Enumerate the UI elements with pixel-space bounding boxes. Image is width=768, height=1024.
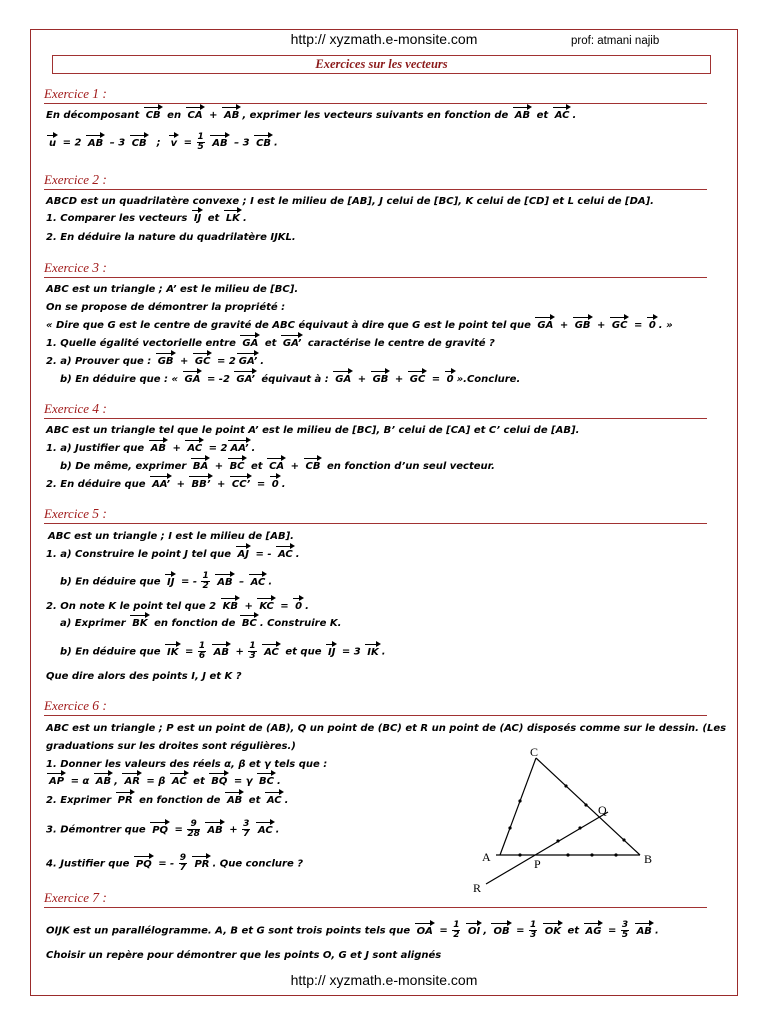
text: =	[431, 374, 441, 385]
exercise-number: 2 :	[92, 172, 107, 187]
ex6-line-1: ABC est un triangle ; P est un point de (AB), Q un point de (BC) et R un point de (AC) disposés comme sur le dessin. (Les	[46, 723, 727, 734]
vector-ob: OB	[493, 925, 510, 937]
text: +	[394, 374, 404, 385]
vector-pr: PR	[194, 858, 210, 870]
text: = -2	[206, 374, 230, 385]
ex5-line-7: Que dire alors des points I, J et K ?	[46, 671, 242, 682]
text: +	[229, 824, 238, 836]
text: .	[654, 925, 659, 937]
vector-ac: AC	[187, 443, 203, 454]
text: +	[559, 320, 569, 331]
text: = 3	[341, 646, 361, 658]
exercise-word: Exercice	[44, 506, 89, 521]
exercise-5-heading	[44, 506, 707, 524]
text: et que	[285, 646, 322, 658]
text: en	[167, 110, 182, 121]
vector-bc: BC	[229, 461, 245, 472]
text: = 2	[208, 443, 228, 454]
line-rq	[486, 812, 608, 884]
fraction	[621, 921, 629, 940]
vector-v: v	[170, 137, 178, 149]
vector-aj: AJ	[237, 549, 249, 560]
vector-zero: 0	[295, 601, 303, 612]
vector-gb: GB	[574, 320, 591, 331]
ex2-line-3: 2. En déduire la nature du quadrilatère IJKL.	[46, 232, 296, 243]
vector-bq: BQ	[211, 776, 228, 787]
vector-ac: AC	[257, 824, 273, 836]
text: en fonction de	[154, 618, 236, 629]
ex4-line-3	[60, 461, 495, 472]
label-p: P	[534, 857, 541, 871]
text: +	[244, 601, 253, 612]
ex6-line-4	[46, 776, 281, 787]
text: =	[185, 646, 194, 658]
vector-ij: IJ	[193, 213, 202, 224]
vector-ga: GA	[242, 338, 259, 349]
text: et	[264, 338, 277, 349]
exercise-4-heading	[44, 401, 707, 419]
vector-ac: AC	[250, 576, 266, 588]
text: . »	[658, 320, 673, 331]
triangle-figure	[468, 742, 658, 894]
text: OIJK est un parallélogramme. A, B et G sont trois points tels que	[46, 925, 411, 937]
vector-ok: OK	[544, 925, 561, 937]
text: = -	[158, 858, 175, 870]
vector-ca: CA	[269, 461, 285, 472]
text: et	[567, 925, 580, 937]
text: +	[180, 356, 189, 367]
fraction	[529, 921, 537, 940]
vector-ga-prime: GA’	[282, 338, 302, 349]
text: 4. Justifier que	[46, 858, 130, 870]
denominator: 7	[243, 829, 250, 839]
text: = β	[146, 776, 166, 787]
side-ca	[500, 758, 536, 855]
vector-lk: LK	[225, 213, 240, 224]
text: b) En déduire que	[60, 646, 161, 658]
text: .	[268, 576, 273, 588]
vector-ac: AC	[171, 776, 187, 787]
text: caractérise le centre de gravité ?	[307, 338, 495, 349]
fraction	[197, 133, 205, 152]
exercise-number: 3 :	[92, 260, 107, 275]
vector-bc: BC	[258, 776, 274, 787]
ex5-line-2	[46, 549, 300, 560]
vector-ac: AC	[554, 110, 570, 121]
vector-ij: IJ	[167, 576, 175, 588]
exercise-word: Exercice	[44, 172, 89, 187]
exercise-word: Exercice	[44, 698, 89, 713]
text: =	[183, 137, 193, 149]
text: –	[239, 576, 245, 588]
vector-ij: IJ	[327, 646, 336, 658]
ex3-line-1: ABC est un triangle ; A’ est le milieu de [BC].	[46, 284, 299, 295]
text: ;	[156, 137, 161, 149]
exercise-word: Exercice	[44, 401, 89, 416]
vector-aa-prime: AA’	[230, 443, 249, 454]
ex4-line-2	[46, 443, 255, 454]
vector-ab: AB	[636, 925, 652, 937]
vector-ik: IK	[167, 646, 179, 658]
vector-cc-prime: CC’	[231, 479, 251, 490]
text: =	[633, 320, 643, 331]
text: 2. En déduire que	[46, 479, 146, 490]
label-c: C	[530, 745, 539, 759]
exercise-word: Exercice	[44, 86, 89, 101]
vector-ac: AC	[277, 549, 293, 560]
text: 3. Démontrer que	[46, 824, 146, 836]
ex6-line-6	[46, 820, 279, 839]
text: =	[516, 925, 525, 937]
text: +	[597, 320, 606, 331]
exercise-number: 1 :	[92, 86, 107, 101]
numerator: 9	[179, 853, 186, 863]
text: =	[280, 601, 289, 612]
vector-oa: OA	[416, 925, 433, 937]
text: +	[217, 479, 226, 490]
vector-kb: KB	[222, 601, 238, 612]
exercise-number: 5 :	[92, 506, 107, 521]
text: b) De même, exprimer	[60, 461, 187, 472]
vector-ab: AB	[226, 795, 243, 806]
text: = γ	[233, 776, 253, 787]
vector-bc: BC	[241, 618, 257, 629]
ex6-line-2: graduations sur les droites sont régulières.)	[46, 741, 296, 752]
text: 2. a) Prouver que :	[46, 356, 152, 367]
ex7-line-2: Choisir un repère pour démontrer que les points O, G et J sont alignés	[46, 950, 442, 961]
text: .	[305, 601, 309, 612]
text: .	[276, 776, 281, 787]
header-site[interactable]: http:// xyzmath.e-monsite.com	[290, 31, 478, 47]
vector-ab: AB	[95, 776, 112, 787]
vector-ac: AC	[264, 646, 279, 658]
text: En décomposant	[46, 110, 140, 121]
vector-bb-prime: BB’	[191, 479, 211, 490]
ex5-line-5	[60, 618, 341, 629]
vector-aa-prime: AA’	[152, 479, 171, 490]
vector-gb: GB	[157, 356, 174, 367]
label-b: B	[644, 852, 653, 866]
text: +	[357, 374, 367, 385]
exercise-number: 7 :	[92, 890, 107, 905]
text: – 3	[234, 137, 250, 149]
vector-ga: GA	[184, 374, 201, 385]
vector-ga-prime: GA’	[236, 374, 255, 385]
text: .	[242, 213, 247, 224]
text: b) En déduire que	[60, 576, 161, 588]
label-q: Q	[598, 803, 607, 817]
ex4-line-1: ABC est un triangle tel que le point A’ est le milieu de [BC], B’ celui de [CA] et C’ celui de [AB].	[46, 425, 580, 436]
ex3-line-6	[60, 374, 520, 385]
text: – 3	[109, 137, 126, 149]
vector-zero: 0	[271, 479, 279, 490]
label-a: A	[482, 850, 491, 864]
vector-cb: CB	[256, 137, 272, 149]
denominator: 7	[179, 863, 186, 873]
text: = α	[70, 776, 90, 787]
fraction	[452, 921, 460, 940]
text: a) Exprimer	[60, 618, 126, 629]
numerator: 3	[621, 920, 629, 930]
exercise-3-heading	[44, 260, 707, 278]
exercise-2-heading	[44, 172, 707, 190]
text: = 2	[62, 137, 82, 149]
ex6-line-3: 1. Donner les valeurs des réels α, β et γ tels que :	[46, 759, 328, 770]
ex5-line-3	[60, 572, 272, 591]
ex2-line-1: ABCD est un quadrilatère convexe ; I est le milieu de [AB], J celui de [BC], K celui de [CD] et L celui de [DA].	[46, 196, 654, 207]
exercise-word: Exercice	[44, 260, 89, 275]
denominator: 3	[249, 651, 256, 661]
text: « Dire que G est le centre de gravité de ABC équivaut à dire que G est le point tel que	[46, 320, 531, 331]
vector-ap: AP	[49, 776, 65, 787]
numerator: 1	[249, 641, 256, 651]
vector-ab: AB	[514, 110, 531, 121]
denominator: 5	[197, 142, 204, 152]
ex3-line-3	[46, 320, 673, 331]
vector-ga: GA	[335, 374, 352, 385]
text: .	[274, 137, 278, 149]
text: =	[256, 479, 266, 490]
denominator: 2	[202, 581, 209, 591]
fraction	[242, 820, 250, 839]
vector-gc: GC	[611, 320, 628, 331]
ex7-line-1: OIJK est un parallélogramme. A, B et G sont trois points tels que OA = $\frac{1}{2}$ OI , OB = $\frac{1}{3}$ OK et AG = $\frac{3}{5}$ AB .	[46, 920, 659, 940]
fraction	[198, 642, 206, 661]
text: équivaut à :	[261, 374, 329, 385]
vector-pq: PQ	[135, 858, 152, 870]
vector-bk: BK	[132, 618, 148, 629]
text: ».Conclure.	[456, 374, 521, 385]
ex3-line-4	[46, 338, 495, 349]
text: ,	[114, 776, 118, 787]
text: en fonction de	[139, 795, 221, 806]
text: et	[207, 213, 220, 224]
vector-ca: CA	[187, 110, 203, 121]
text: 1. a) Construire le point J tel que	[46, 549, 232, 560]
text: 1. a) Justifier que	[46, 443, 145, 454]
text: .	[275, 824, 280, 836]
denominator: 28	[187, 829, 200, 839]
vector-ac: AC	[266, 795, 282, 806]
fraction	[248, 642, 256, 661]
ex5-line-4	[46, 601, 309, 612]
vector-ab: AB	[223, 110, 240, 121]
ex3-line-2: On se propose de démontrer la propriété :	[46, 302, 286, 313]
text: +	[209, 110, 218, 121]
text: .	[284, 795, 289, 806]
vector-gc: GC	[409, 374, 426, 385]
text: = 2	[216, 356, 236, 367]
label-r: R	[473, 881, 482, 894]
ex2-line-2	[46, 213, 247, 224]
vector-zero: 0	[446, 374, 454, 385]
vector-ik: IK	[367, 646, 379, 658]
numerator: 1	[529, 920, 537, 930]
text: .	[251, 443, 256, 454]
vector-cb: CB	[131, 137, 147, 149]
vector-ba: BA	[192, 461, 209, 472]
vector-ab: AB	[207, 824, 223, 836]
vector-cb: CB	[305, 461, 321, 472]
vector-ab: AB	[212, 137, 228, 149]
page-title: Exercices sur les vecteurs	[52, 55, 711, 74]
vector-gc: GC	[194, 356, 211, 367]
ex1-line-1	[46, 110, 576, 121]
text: et	[536, 110, 549, 121]
text: = -	[255, 549, 272, 560]
exercise-number: 6 :	[92, 698, 107, 713]
fraction	[187, 820, 200, 839]
vector-ag: AG	[585, 925, 602, 937]
text: =	[607, 925, 617, 937]
vector-kc: KC	[259, 601, 274, 612]
numerator: 1	[198, 641, 206, 651]
vector-ab: AB	[213, 646, 229, 658]
footer-site[interactable]: http:// xyzmath.e-monsite.com	[290, 972, 478, 988]
text: 2. Exprimer	[46, 795, 112, 806]
numerator: 1	[197, 132, 204, 142]
text: . Construire K.	[259, 618, 342, 629]
numerator: 1	[202, 571, 209, 581]
numerator: 3	[243, 819, 250, 829]
numerator: 1	[453, 920, 460, 930]
text: +	[172, 443, 181, 454]
denominator: 6	[198, 651, 206, 661]
ex1-line-2	[46, 133, 278, 152]
text: .	[381, 646, 386, 658]
text: +	[176, 479, 185, 490]
vector-ar: AR	[124, 776, 140, 787]
denominator: 5	[621, 930, 629, 940]
exercise-6-heading	[44, 698, 707, 716]
text: .	[281, 479, 286, 490]
text: , exprimer les vecteurs suivants en fonction de	[242, 110, 509, 121]
ex4-line-4	[46, 479, 286, 490]
denominator: 2	[453, 930, 460, 940]
text: b) En déduire que : «	[60, 374, 179, 385]
denominator: 3	[529, 930, 537, 940]
text: +	[235, 646, 244, 658]
vector-oi: OI	[467, 925, 481, 937]
vector-pr: PR	[117, 795, 133, 806]
vector-gb: GB	[372, 374, 389, 385]
numerator: 9	[187, 820, 200, 830]
text: 2. On note K le point tel que 2	[46, 601, 217, 612]
ex5-line-1: ABC est un triangle ; I est le milieu de [AB].	[48, 531, 294, 542]
text: et	[248, 795, 261, 806]
text: .	[572, 110, 577, 121]
vector-u: u	[49, 137, 57, 149]
ex6-line-5	[46, 795, 288, 806]
text: =	[174, 824, 183, 836]
fraction	[179, 854, 187, 873]
vector-ga-prime: GA’	[238, 356, 258, 367]
fraction	[201, 572, 209, 591]
exercise-1-heading	[44, 86, 707, 104]
vector-cb: CB	[145, 110, 161, 121]
text: +	[290, 461, 300, 472]
text: +	[214, 461, 224, 472]
vector-ab: AB	[217, 576, 233, 588]
text: .	[260, 356, 265, 367]
exercise-number: 4 :	[92, 401, 107, 416]
header-prof: prof: atmani najib	[571, 35, 660, 47]
vector-ga: GA	[537, 320, 554, 331]
exercise-word: Exercice	[44, 890, 89, 905]
ex5-line-6	[60, 642, 386, 661]
vector-ab: AB	[87, 137, 104, 149]
vector-pq: PQ	[152, 824, 169, 836]
text: =	[439, 925, 448, 937]
ex3-line-5	[46, 356, 264, 367]
text: 1. Comparer les vecteurs	[46, 213, 188, 224]
text: 1. Quelle égalité vectorielle entre	[46, 338, 236, 349]
text: = -	[180, 576, 197, 588]
ex6-line-7	[46, 854, 303, 873]
vector-ab: AB	[150, 443, 167, 454]
text: . Que conclure ?	[212, 858, 304, 870]
text: et	[251, 461, 263, 472]
text: .	[295, 549, 300, 560]
text: en fonction d’un seul vecteur.	[326, 461, 495, 472]
text: et	[193, 776, 205, 787]
vector-zero: 0	[648, 320, 656, 331]
